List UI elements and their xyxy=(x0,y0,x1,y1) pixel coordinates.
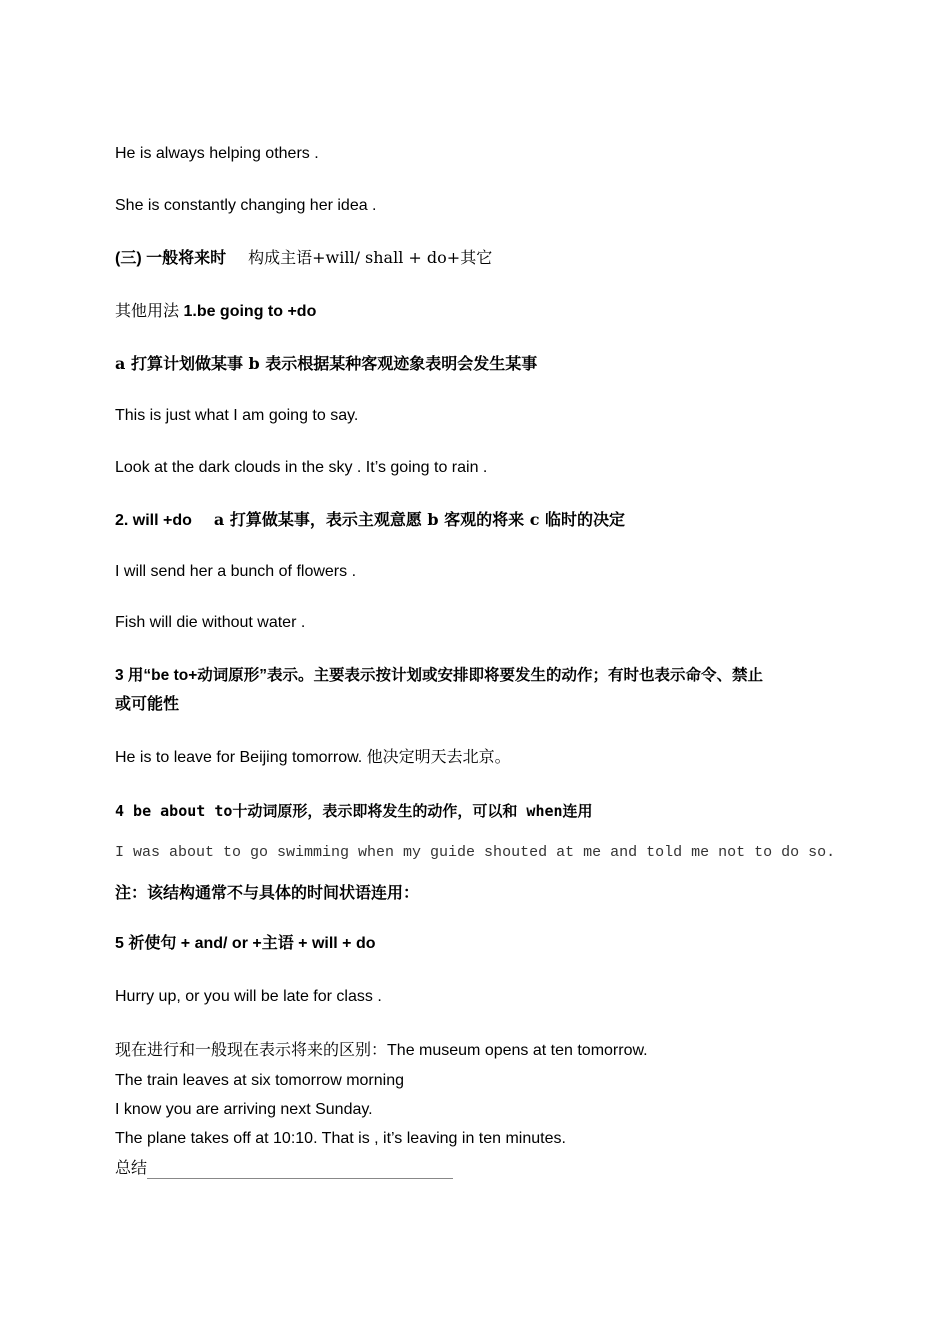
text-line: a 打算计划做某事 b 表示根据某种客观迹象表明会发生某事 xyxy=(115,354,538,373)
text-line: I will send her a bunch of flowers . xyxy=(115,563,357,580)
example-en: He is to leave for Beijing tomorrow. xyxy=(115,749,363,766)
text-line: The train leaves at six tomorrow morning xyxy=(115,1072,404,1089)
usage-item: 2. will +do xyxy=(115,512,192,529)
text-line: Hurry up, or you will be late for class . xyxy=(115,988,382,1005)
text-line xyxy=(115,747,511,768)
section-heading xyxy=(115,248,492,269)
text-line: He is always helping others . xyxy=(115,145,319,162)
text-line xyxy=(115,301,316,322)
text-line: 或可能性 xyxy=(115,696,180,713)
heading-formula: 构成主语+will/ shall + do+其它 xyxy=(248,248,493,267)
summary-label: 总结 xyxy=(115,1158,148,1177)
compare-label: 现在进行和一般现在表示将来的区别： xyxy=(115,1040,388,1059)
text-line: Fish will die without water . xyxy=(115,614,306,631)
text-line xyxy=(115,510,625,531)
text-line: I know you are arriving next Sunday. xyxy=(115,1101,373,1118)
usage-desc: a 打算做某事，表示主观意愿 b 客观的将来 c 临时的决定 xyxy=(213,510,626,529)
text-line: 注：该结构通常不与具体的时间状语连用： xyxy=(115,885,420,902)
text-line: The plane takes off at 10:10. That is , it’s leaving in ten minutes. xyxy=(115,1130,566,1147)
text-line xyxy=(115,1040,648,1061)
text-line: 5 祈使句 + and/ or +主语 + will + do xyxy=(115,935,376,952)
text-line: I was about to go swimming when my guide shouted at me and told me not to do so. xyxy=(115,844,836,861)
text-line: 3 用“be to+动词原形”表示。主要表示按计划或安排即将要发生的动作；有时也表示命令、禁止 xyxy=(115,667,764,684)
usage-item: 1.be going to +do xyxy=(183,303,317,320)
text-line: 4 be about to十动词原形，表示即将发生的动作，可以和 when连用 xyxy=(115,802,593,820)
usage-label: 其他用法 xyxy=(115,301,180,320)
summary-line xyxy=(115,1158,453,1179)
text-line: She is constantly changing her idea . xyxy=(115,197,377,214)
example-en: The museum opens at ten tomorrow. xyxy=(387,1042,648,1059)
blank-underline xyxy=(147,1161,453,1179)
text-line: Look at the dark clouds in the sky . It’s going to rain . xyxy=(115,459,488,476)
heading-title: (三) 一般将来时 xyxy=(115,250,227,267)
example-zh: 他决定明天去北京。 xyxy=(366,747,511,766)
text-line: This is just what I am going to say. xyxy=(115,407,359,424)
